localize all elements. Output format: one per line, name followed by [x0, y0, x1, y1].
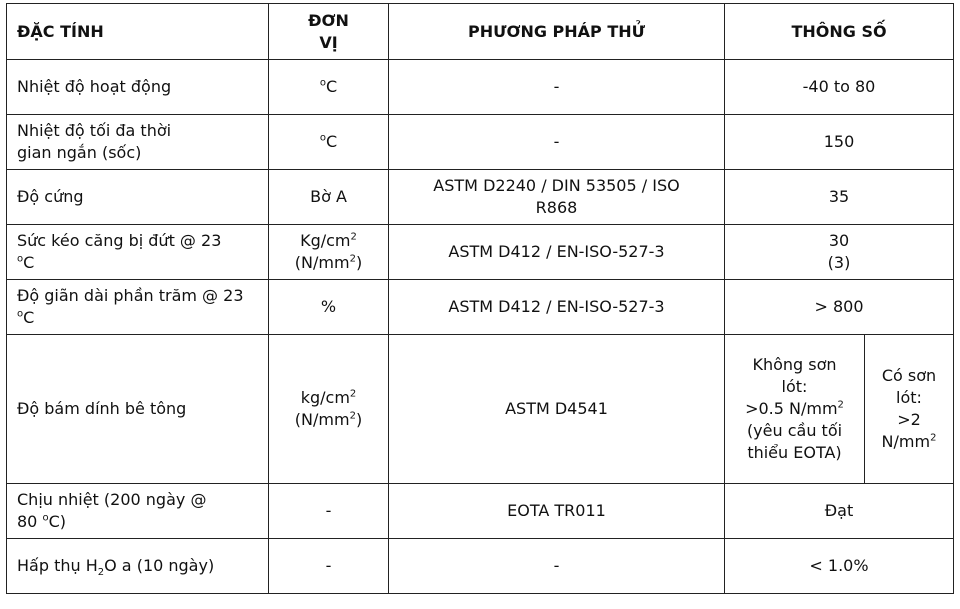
table-row — [7, 170, 954, 225]
cell-method: EOTA TR011 — [389, 484, 725, 539]
cell-spec: > 800 — [725, 280, 954, 335]
cell-unit: - — [269, 539, 389, 594]
cell-spec: 35 — [725, 170, 954, 225]
cell-method: - — [389, 539, 725, 594]
table-row — [7, 484, 954, 539]
table-row — [7, 115, 954, 170]
header-property: ĐẶC TÍNH — [7, 4, 269, 60]
cell-spec: -40 to 80 — [725, 60, 954, 115]
cell-property: Sức kéo căng bị đứt @ 23 $^o$C — [7, 225, 269, 280]
cell-unit: - — [269, 484, 389, 539]
header-spec: THÔNG SỐ — [725, 4, 954, 60]
spec-without-primer: Không sơn lót: >0.5 $N/mm^2$ (yêu cầu tối thiểu EOTA) — [725, 335, 865, 483]
cell-method: ASTM D412 / EN-ISO-527-3 — [389, 225, 725, 280]
cell-method: ASTM D412 / EN-ISO-527-3 — [389, 280, 725, 335]
cell-property: Độ giãn dài phần trăm @ 23 $^o$C — [7, 280, 269, 335]
spec-with-primer: Có sơn lót: >2 $N/mm^2$ — [881, 366, 937, 451]
table-row — [7, 225, 954, 280]
cell-spec-split — [725, 335, 954, 484]
header-method: PHƯƠNG PHÁP THỬ — [389, 4, 725, 60]
cell-unit: $^o$C — [269, 60, 389, 115]
cell-unit: % — [269, 280, 389, 335]
cell-spec: Đạt — [725, 484, 954, 539]
cell-unit: Bờ A — [269, 170, 389, 225]
cell-spec: 150 — [725, 115, 954, 170]
table-row — [7, 280, 954, 335]
cell-method: ASTM D2240 / DIN 53505 / ISO R868 — [389, 170, 725, 225]
spec-table — [6, 3, 954, 594]
cell-unit: $^o$C — [269, 115, 389, 170]
cell-unit: $kg/cm^2$ $(N/mm^2)$ — [269, 335, 389, 484]
cell-property: Nhiệt độ hoạt động — [7, 60, 269, 115]
cell-property: Nhiệt độ tối đa thời gian ngắn (sốc) — [7, 115, 269, 170]
cell-method: - — [389, 60, 725, 115]
cell-property: Chịu nhiệt (200 ngày @ 80 $^o$C) — [7, 484, 269, 539]
cell-property: Độ bám dính bê tông — [7, 335, 269, 484]
cell-method: - — [389, 115, 725, 170]
cell-property: Độ cứng — [7, 170, 269, 225]
cell-spec: < 1.0% — [725, 539, 954, 594]
header-row — [7, 4, 954, 60]
header-unit: ĐƠN VỊ — [269, 4, 389, 60]
cell-unit: $Kg/cm^2$ $(N/mm^2)$ — [269, 225, 389, 280]
table-row — [7, 335, 954, 484]
spec-table-container — [6, 3, 954, 594]
table-row — [7, 60, 954, 115]
cell-method: ASTM D4541 — [389, 335, 725, 484]
table-row — [7, 539, 954, 594]
cell-spec: 30 (3) — [725, 225, 954, 280]
cell-property: Hấp thụ $H_2O$ a (10 ngày) — [7, 539, 269, 594]
